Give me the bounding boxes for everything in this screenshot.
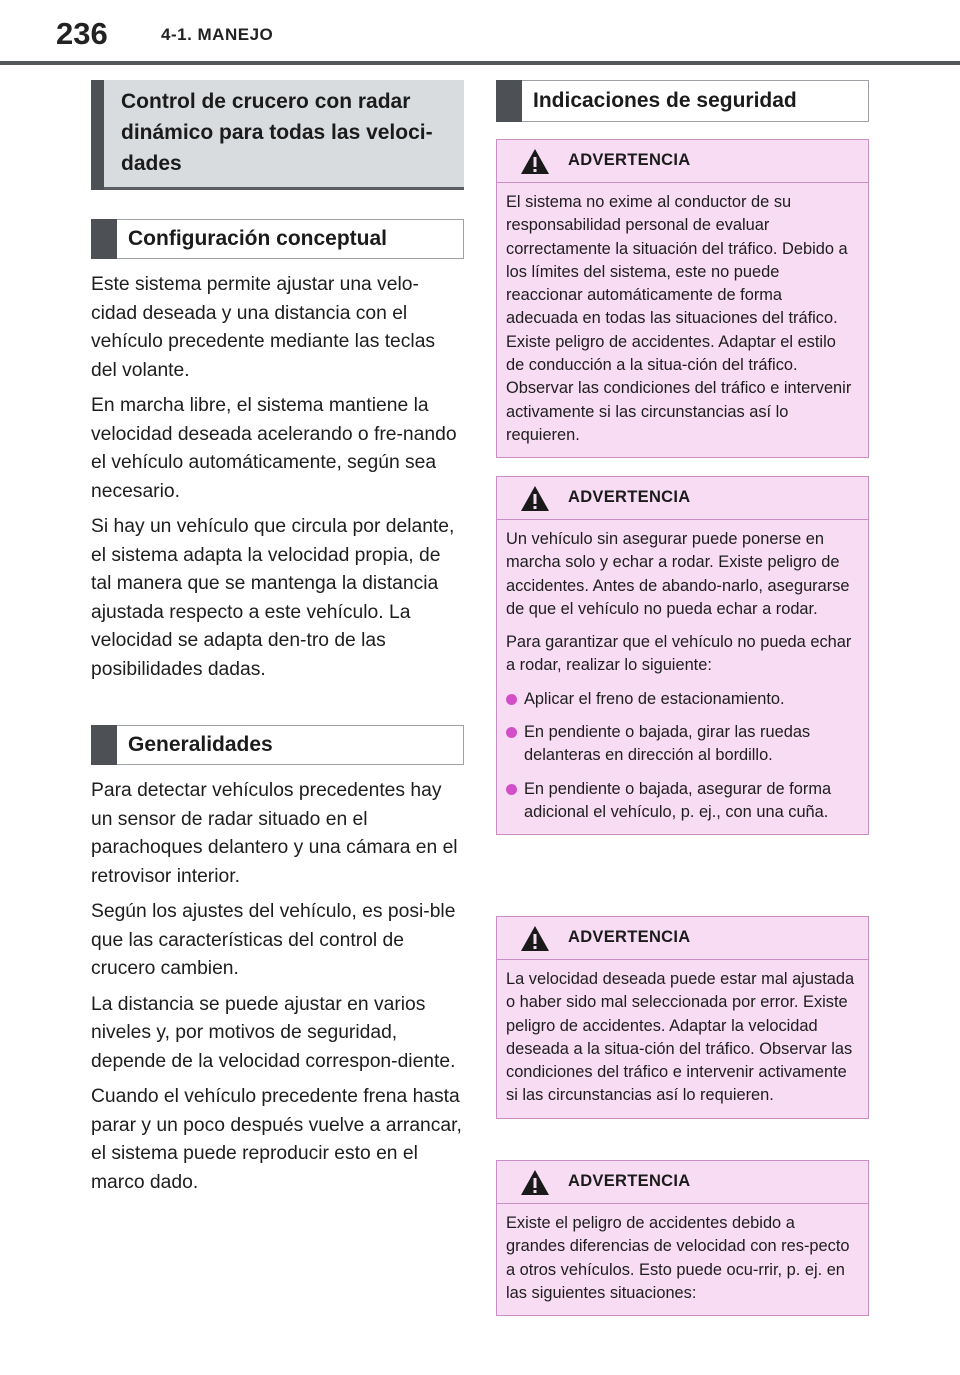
warning-label: ADVERTENCIA	[568, 488, 691, 506]
warning-box	[496, 916, 869, 1119]
bullet-dot-icon	[506, 784, 517, 795]
bullet-item	[506, 721, 856, 768]
page-number: 236	[56, 16, 108, 51]
warning-text: Existe el peligro de accidentes debido a grandes diferencias de velocidad con res-pecto a otros vehículos. Esto puede ocu-rrir, p. ej. en las siguientes situaciones:	[506, 1214, 850, 1302]
warning-text: La velocidad deseada puede estar mal ajustada o haber sido mal seleccionada por error. Existe peligro de accidentes. Adaptar la velocidad deseada a la situa-ción del tráfico. Observar las condiciones del tráfico e intervenir activamente si las circunstancias así lo requieren.	[506, 970, 855, 1105]
bullet-text: En pendiente o bajada, asegurar de forma adicional el vehículo, p. ej., con una cuña.	[524, 779, 832, 821]
warning-header	[497, 917, 868, 960]
warning-triangle-icon	[520, 485, 550, 512]
warning-box	[496, 1160, 869, 1316]
warning-header	[497, 140, 868, 183]
warning-triangle-icon	[520, 925, 550, 952]
header-rule	[0, 61, 960, 65]
warning-body	[497, 520, 868, 834]
warning-label: ADVERTENCIA	[568, 1172, 691, 1190]
safety-section-title: Indicaciones de seguridad	[496, 80, 869, 122]
warning-body	[497, 960, 868, 1118]
bullet-item	[506, 688, 856, 711]
warning-label: ADVERTENCIA	[568, 151, 691, 169]
bullet-dot-icon	[506, 694, 517, 705]
right-column	[496, 80, 869, 1302]
warning-triangle-icon	[520, 148, 550, 175]
paragraph: Según los ajustes del vehículo, es posi-ble que las características del control de crucero cambien.	[91, 901, 456, 979]
warning-box	[496, 476, 869, 835]
warning-box	[496, 139, 869, 458]
paragraph: La distancia se puede ajustar en varios niveles y, por motivos de seguridad, depende de la velocidad correspon-diente.	[91, 993, 456, 1072]
bullet-dot-icon	[506, 727, 517, 738]
warning-body	[497, 183, 868, 457]
paragraph: Para detectar vehículos precedentes hay un sensor de radar situado en el parachoques delantero y una cámara en el retrovisor interior.	[91, 780, 458, 887]
subsection-title-configuracion: Configuración conceptual	[91, 219, 464, 259]
main-section-title: Control de crucero con radar dinámico para todas las veloci-dades	[91, 80, 464, 190]
paragraph: Este sistema permite ajustar una velo-cidad deseada y una distancia con el vehículo precedente mediante las teclas del volante.	[91, 274, 436, 381]
left-column	[91, 80, 464, 1204]
chapter-title: 4-1. MANEJO	[161, 25, 274, 44]
bullet-item	[506, 778, 856, 825]
warning-text: El sistema no exime al conductor de su responsabilidad personal de evaluar correctamente la situación del tráfico. Debido a los límites del sistema, este no puede reaccionar automáticamente de forma adecuada en todas las situaciones del tráfico. Existe peligro de accidentes. Adaptar el estilo de conducción a la situa-ción del tráfico. Observar las condiciones del tráfico e intervenir activamente si las circunstancias así lo requieren.	[506, 193, 852, 444]
warning-text: Para garantizar que el vehículo no pueda echar a rodar, realizar lo siguiente:	[506, 633, 852, 675]
page-header	[0, 0, 960, 64]
warning-text: Un vehículo sin asegurar puede ponerse en marcha solo y echar a rodar. Existe peligro de accidentes. Antes de abando-narlo, asegurarse de que el vehículo no pueda echar a rodar.	[506, 530, 850, 618]
warning-label: ADVERTENCIA	[568, 928, 691, 946]
paragraph: En marcha libre, el sistema mantiene la velocidad deseada acelerando o fre-nando el vehículo automáticamente, según sea necesario.	[91, 395, 457, 502]
warning-triangle-icon	[520, 1169, 550, 1196]
warning-header	[497, 477, 868, 520]
paragraph: Si hay un vehículo que circula por delante, el sistema adapta la velocidad propia, de tal manera que se mantenga la distancia ajustada respecto a este vehículo. La velocidad se adapta den-tro de las posibilidades dadas.	[91, 516, 455, 680]
warning-body	[497, 1204, 868, 1315]
paragraph: Cuando el vehículo precedente frena hasta parar y un poco después vuelve a arrancar, el sistema puede reproducir esto en el marco dado.	[91, 1086, 462, 1193]
warning-header	[497, 1161, 868, 1204]
bullet-text: En pendiente o bajada, girar las ruedas delanteras en dirección al bordillo.	[524, 723, 811, 765]
bullet-text: Aplicar el freno de estacionamiento.	[524, 689, 785, 708]
subsection-title-generalidades: Generalidades	[91, 725, 464, 765]
